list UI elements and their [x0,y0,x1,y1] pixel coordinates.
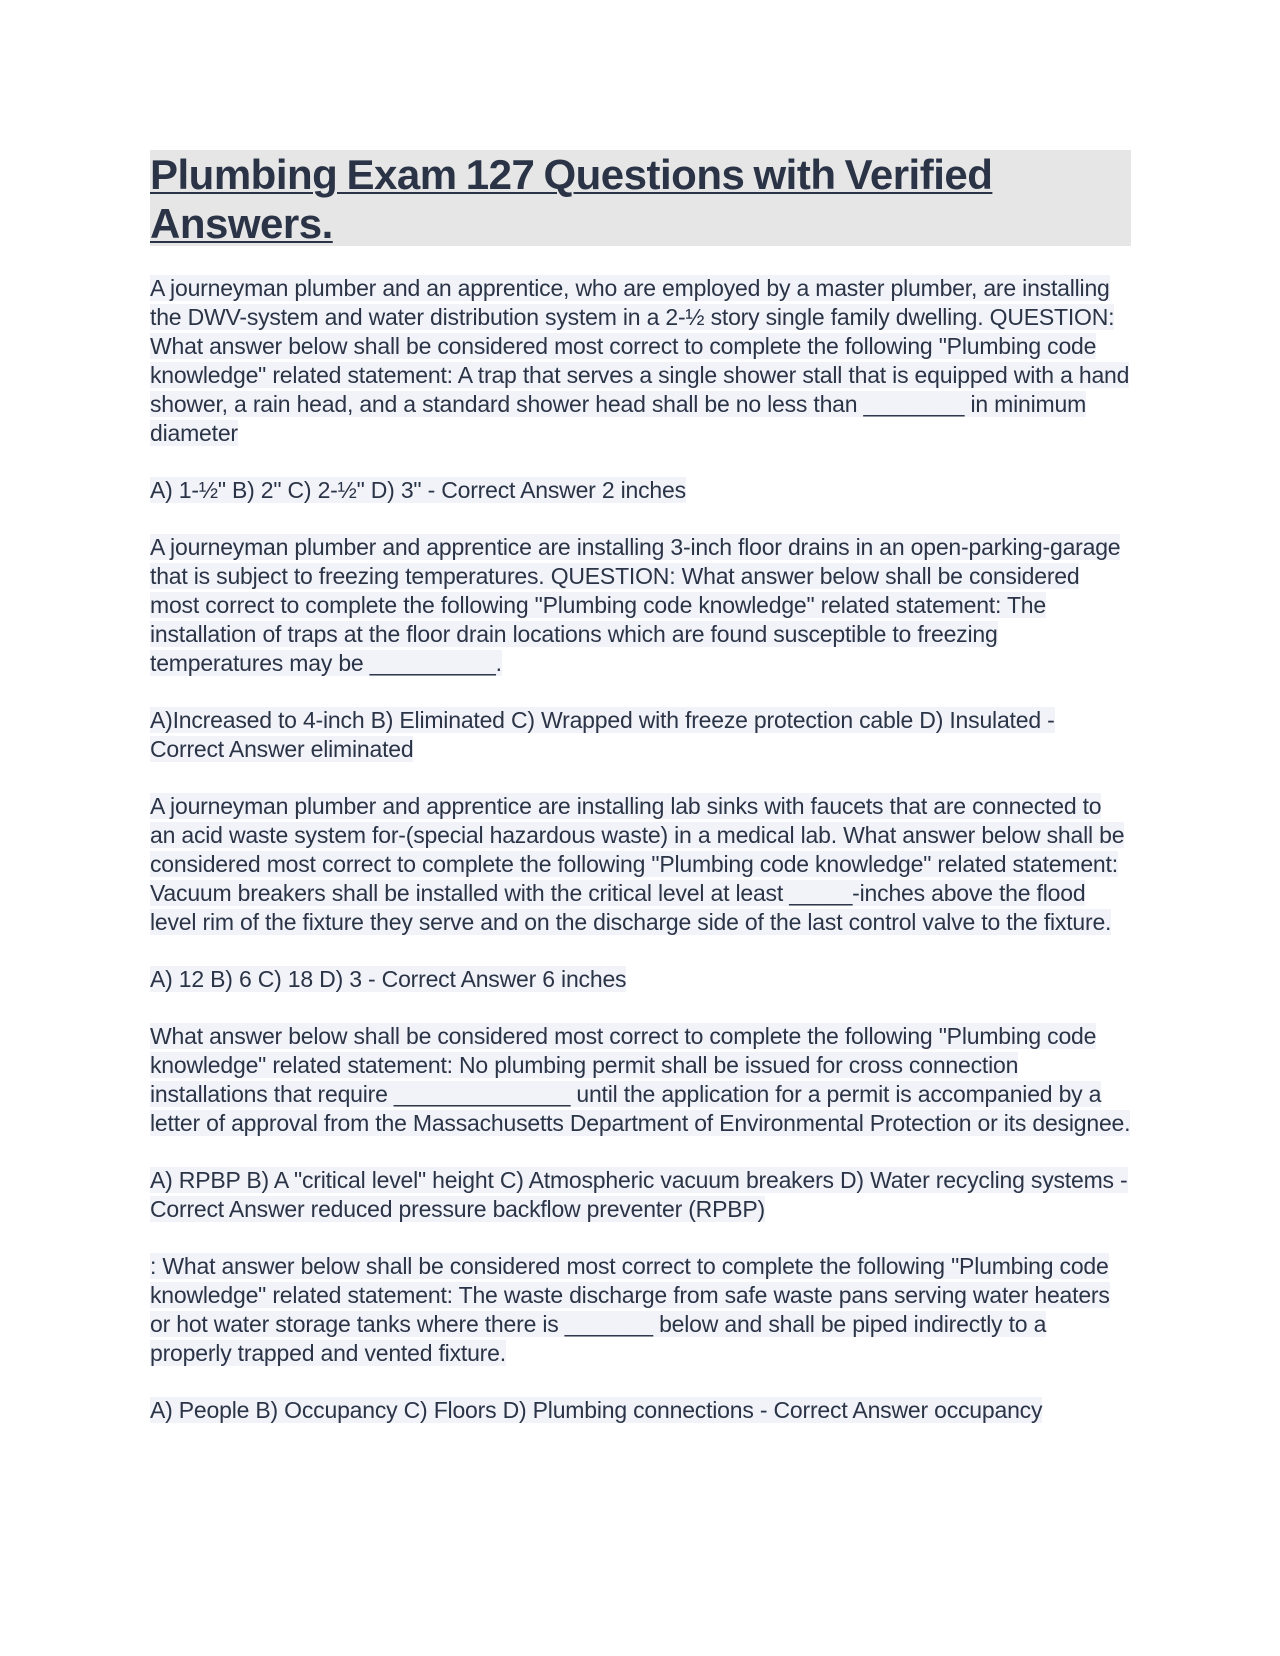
answer-5 [150,1396,1131,1425]
question-2 [150,533,1131,678]
document-title: Plumbing Exam 127 Questions with Verified Answers. [150,151,993,247]
question-3-text: A journeyman plumber and apprentice are installing lab sinks with faucets that are connected to an acid waste system for-(special hazardous waste) in a medical lab. What answer below shall be considered most correct to complete the following "Plumbing code knowledge" related statement: Vacuum breakers shall be installed with the critical level at least _____-inches above the flood level rim of the fixture they serve and on the discharge side of the last control valve to the fixture. [150,793,1125,935]
answer-4-text: A) RPBP B) A "critical level" height C) Atmospheric vacuum breakers D) Water recycling systems - Correct Answer reduced pressure backflow preventer (RPBP) [150,1167,1128,1222]
answer-2 [150,706,1131,764]
question-1 [150,274,1131,448]
answer-3 [150,965,1131,994]
answer-5-text: A) People B) Occupancy C) Floors D) Plumbing connections - Correct Answer occupancy [150,1397,1043,1423]
question-2-text: A journeyman plumber and apprentice are installing 3-inch floor drains in an open-parking-garage that is subject to freezing temperatures. QUESTION: What answer below shall be considered most correct to complete the following "Plumbing code knowledge" related statement: The installation of traps at the floor drain locations which are found susceptible to freezing temperatures may be __________. [150,534,1121,676]
answer-2-text: A)Increased to 4-inch B) Eliminated C) Wrapped with freeze protection cable D) Insulated - Correct Answer eliminated [150,707,1055,762]
title-block [150,150,1131,246]
question-1-text: A journeyman plumber and an apprentice, who are employed by a master plumber, are installing the DWV-system and water distribution system in a 2-½ story single family dwelling. QUESTION: What answer below shall be considered most correct to complete the following "Plumbing code knowledge" related statement: A trap that serves a single shower stall that is equipped with a hand shower, a rain head, and a standard shower head shall be no less than ________ in minimum diameter [150,275,1130,446]
answer-3-text: A) 12 B) 6 C) 18 D) 3 - Correct Answer 6 inches [150,966,627,992]
answer-4 [150,1166,1131,1224]
question-4 [150,1022,1131,1138]
question-5 [150,1252,1131,1368]
answer-1-text: A) 1-½" B) 2" C) 2-½" D) 3" - Correct Answer 2 inches [150,477,686,503]
question-5-text: : What answer below shall be considered most correct to complete the following "Plumbing code knowledge" related statement: The waste discharge from safe waste pans serving water heaters or hot water storage tanks where there is _______ below and shall be piped indirectly to a properly trapped and vented fixture. [150,1253,1110,1366]
question-4-text: What answer below shall be considered most correct to complete the following "Plumbing code knowledge" related statement: No plumbing permit shall be issued for cross connection installations that require ______________ until the application for a permit is accompanied by a letter of approval from the Massachusetts Department of Environmental Protection or its designee. [150,1023,1131,1136]
question-3 [150,792,1131,937]
answer-1 [150,476,1131,505]
document-body [150,274,1131,1453]
